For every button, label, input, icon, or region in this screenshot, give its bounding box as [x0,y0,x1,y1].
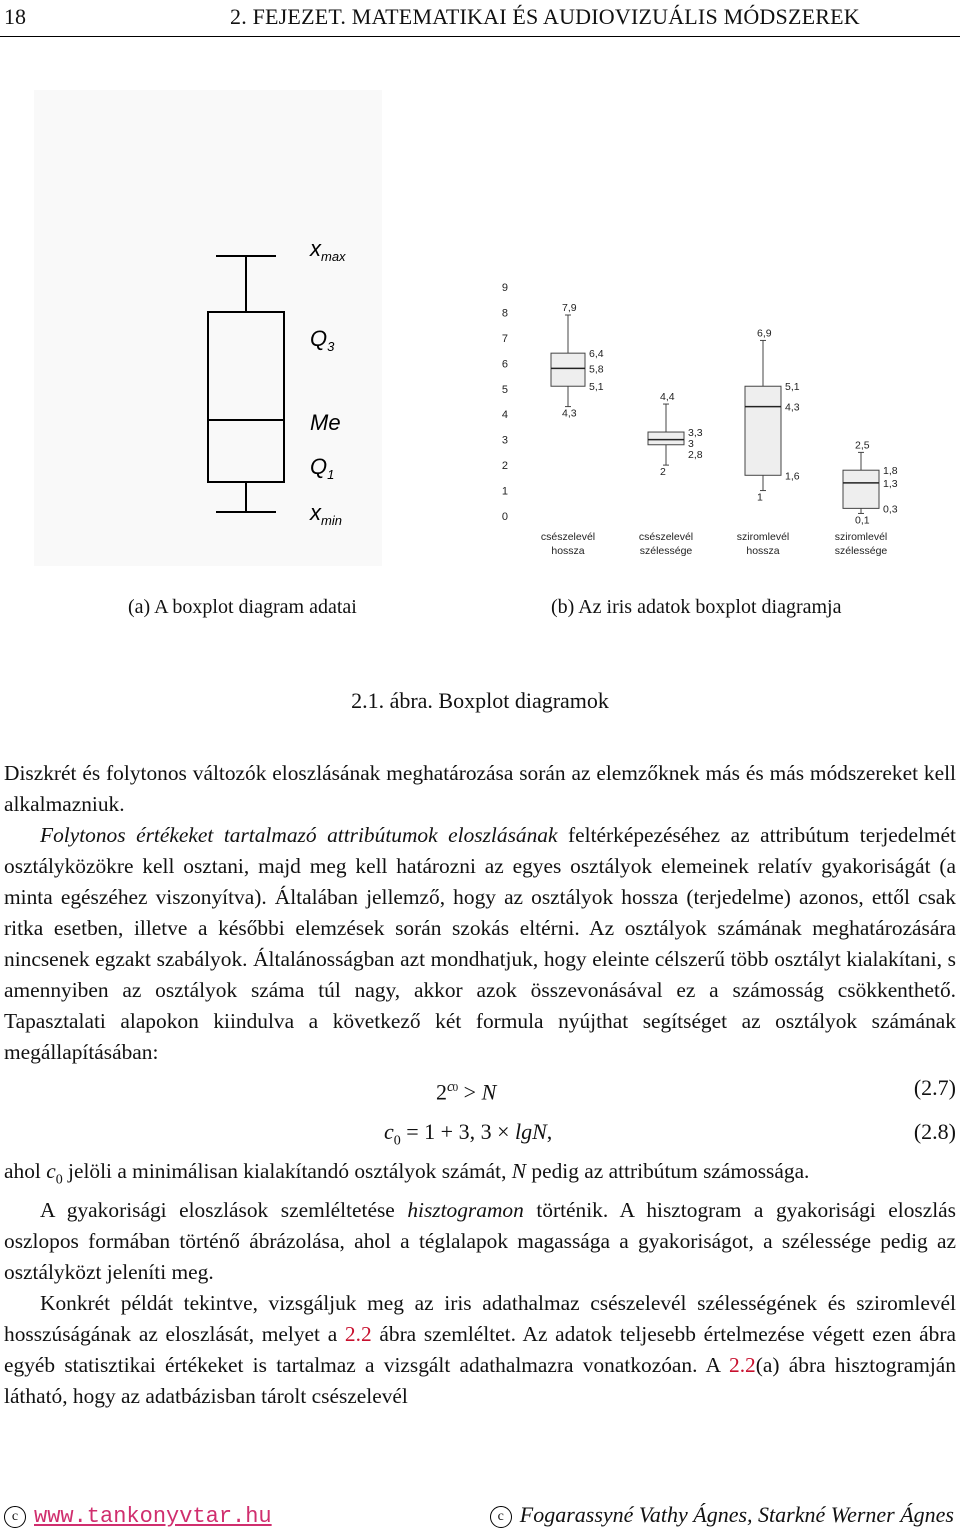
equation-2-8 [4,1112,956,1156]
chapter-title: 2. FEJEZET. MATEMATIKAI ÉS AUDIOVIZUÁLIS MÓDSZEREK [230,4,860,29]
category-label: szélessége [834,545,888,557]
value-label: 5,1 [785,381,800,394]
label-xmin: $x_{min}$ [310,500,342,528]
value-label: 0,1 [855,514,870,527]
category-label: sziromlevél [834,531,888,543]
value-label: 1 [757,491,763,504]
value-label: 2 [660,466,666,479]
iris-boxplot-svg [486,270,916,570]
value-label: 6,9 [757,327,772,340]
y-tick-label: 9 [501,282,508,294]
paragraph-2-rest: feltérképezéséhez az attribútum terjedelmét osztályközökre kell osztani, majd meg kell határozni az egyes osztályok elemeinek relatív gyakoriságát (a minta egészéhez viszonyítva). Általában jellemző, hogy az osztályok hossza (terjedelme) azonos, ettől csak ritka esetben, illetve a későbbi elemzések során szokás eltérni. Az osztályok számának meghatározására nincsenek egzakt szabályok. Általánosságban azt mondhatjuk, hogy eleinte célszerű több osztályt kialakítani, s amennyiben az osztályok száma túl nagy, akkor azok összevonásával ez a számosság csökkenthető. Tapasztalati alapokon kiindulva a következő két formula nyújthat segítséget az osztályok számának megállapításában: [4,823,956,1064]
figure-caption: 2.1. ábra. Boxplot diagramok [351,688,609,713]
label-me: Me [310,410,341,435]
histogram-term: hisztogramon [407,1198,524,1223]
equation-2-7-number: (2.7) [913,1075,956,1100]
schematic-svg [34,90,382,566]
label-xmax: $x_{max}$ [310,236,346,264]
footer-left [4,1502,272,1529]
page-number: 18 [4,4,26,29]
category-label: sziromlevél [736,531,790,543]
y-tick-label: 1 [501,485,508,498]
category-label: hossza [746,545,780,557]
y-tick-label: 5 [501,383,508,396]
value-label: 4,3 [785,401,800,414]
y-tick-label: 3 [501,434,508,447]
box [745,386,781,475]
paragraph-1: Diszkrét és folytonos változók eloszlásának meghatározása során az elemzőknek más és más módszereket kell alkalmazniuk. [4,761,956,816]
copyright-icon: c [4,1506,26,1528]
value-label: 0,3 [883,503,898,516]
value-label: 6,4 [589,348,604,361]
equation-2-8-formula: $c_0 = 1 + 3$, 3 × lgN, [384,1119,553,1149]
equation-2-7-formula: $2^{c0} > N$ [436,1079,497,1105]
label-q1: $Q_1$ [310,454,335,482]
equation-2-8-number: (2.8) [913,1119,956,1144]
paragraph-2 [4,820,956,1068]
value-label: 4,4 [660,391,675,404]
category-label: csészelevél [638,531,694,543]
body-text [4,758,956,1412]
value-label: 2,5 [855,439,870,452]
value-label: 5,1 [589,381,604,394]
figure-b-iris-boxplot [486,270,916,570]
box [843,470,879,508]
equation-2-7 [4,1068,956,1112]
category-label: szélessége [639,545,693,557]
value-label: 7,9 [562,301,577,314]
value-label: 4,3 [562,407,577,420]
category-label: csészelevél [540,531,596,543]
footer-url-link[interactable]: www.tankonyvtar.hu [34,1504,272,1529]
y-tick-label: 0 [501,511,508,523]
caption-a: (a) A boxplot diagram adatai [128,596,357,618]
value-label: 1,6 [785,470,800,483]
value-label: 1,3 [883,477,898,490]
y-tick-label: 4 [501,409,508,422]
figure-ref-2-2-a[interactable]: 2.2 [344,1322,372,1347]
value-label: 1,8 [883,465,898,478]
paragraph-4: A gyakorisági eloszlások szemléltetése hisztogramon történik. A hisztogram a gyakorisági eloszlás oszlopos formában történő ábrázolása, ahol a téglalapok magassága a gyakoriságot, a szélessége pedig az osztályközt jeleníti meg. [4,1198,956,1285]
iqr-box [208,312,284,482]
y-tick-label: 6 [501,358,508,371]
category-label: hossza [551,545,585,557]
value-label: 5,8 [589,363,604,376]
value-label: 2,8 [688,449,703,462]
paragraph-2-italic: Folytonos értékeket tartalmazó attribútumok eloszlásának [40,823,558,847]
copyright-icon-2: c [490,1506,512,1528]
figure-ref-2-2-b[interactable]: 2.2 [729,1353,756,1378]
page-header [0,0,960,37]
label-q3: $Q_3$ [310,326,335,354]
value-label: 3 [688,438,694,451]
paragraph-3: ahol $c_0$ jelöli a minimálisan kialakítandó osztályok számát, N pedig az attribútum számossága. [4,1159,810,1188]
y-tick-label: 7 [501,332,508,345]
page-footer [0,1498,960,1534]
box [648,432,684,445]
figure-a-boxplot-schematic [34,90,382,566]
paragraph-5: Konkrét példát tekintve, vizsgáljuk meg az iris adathalmaz csészelevél szélességének és sziromlevél hosszúságának az eloszlását, melyet a 2.2 ábra szemléltet. Az adatok teljesebb értelmezése végett ezen ábra egyéb statisztikai értékeket is tartalmaz a vizsgált adathalmazra vonatkozóan. A 2.2(a) ábra hisztogramján látható, hogy az adatbázisban tárolt csészelevél [4,1291,956,1409]
box [551,353,585,386]
y-tick-label: 2 [501,460,508,473]
caption-b: (b) Az iris adatok boxplot diagramja [551,596,842,618]
value-label: 3,3 [688,427,703,440]
y-tick-label: 8 [501,307,508,320]
footer-authors: c Fogarassyné Vathy Ágnes, Starkné Werner Ágnes [490,1502,954,1528]
